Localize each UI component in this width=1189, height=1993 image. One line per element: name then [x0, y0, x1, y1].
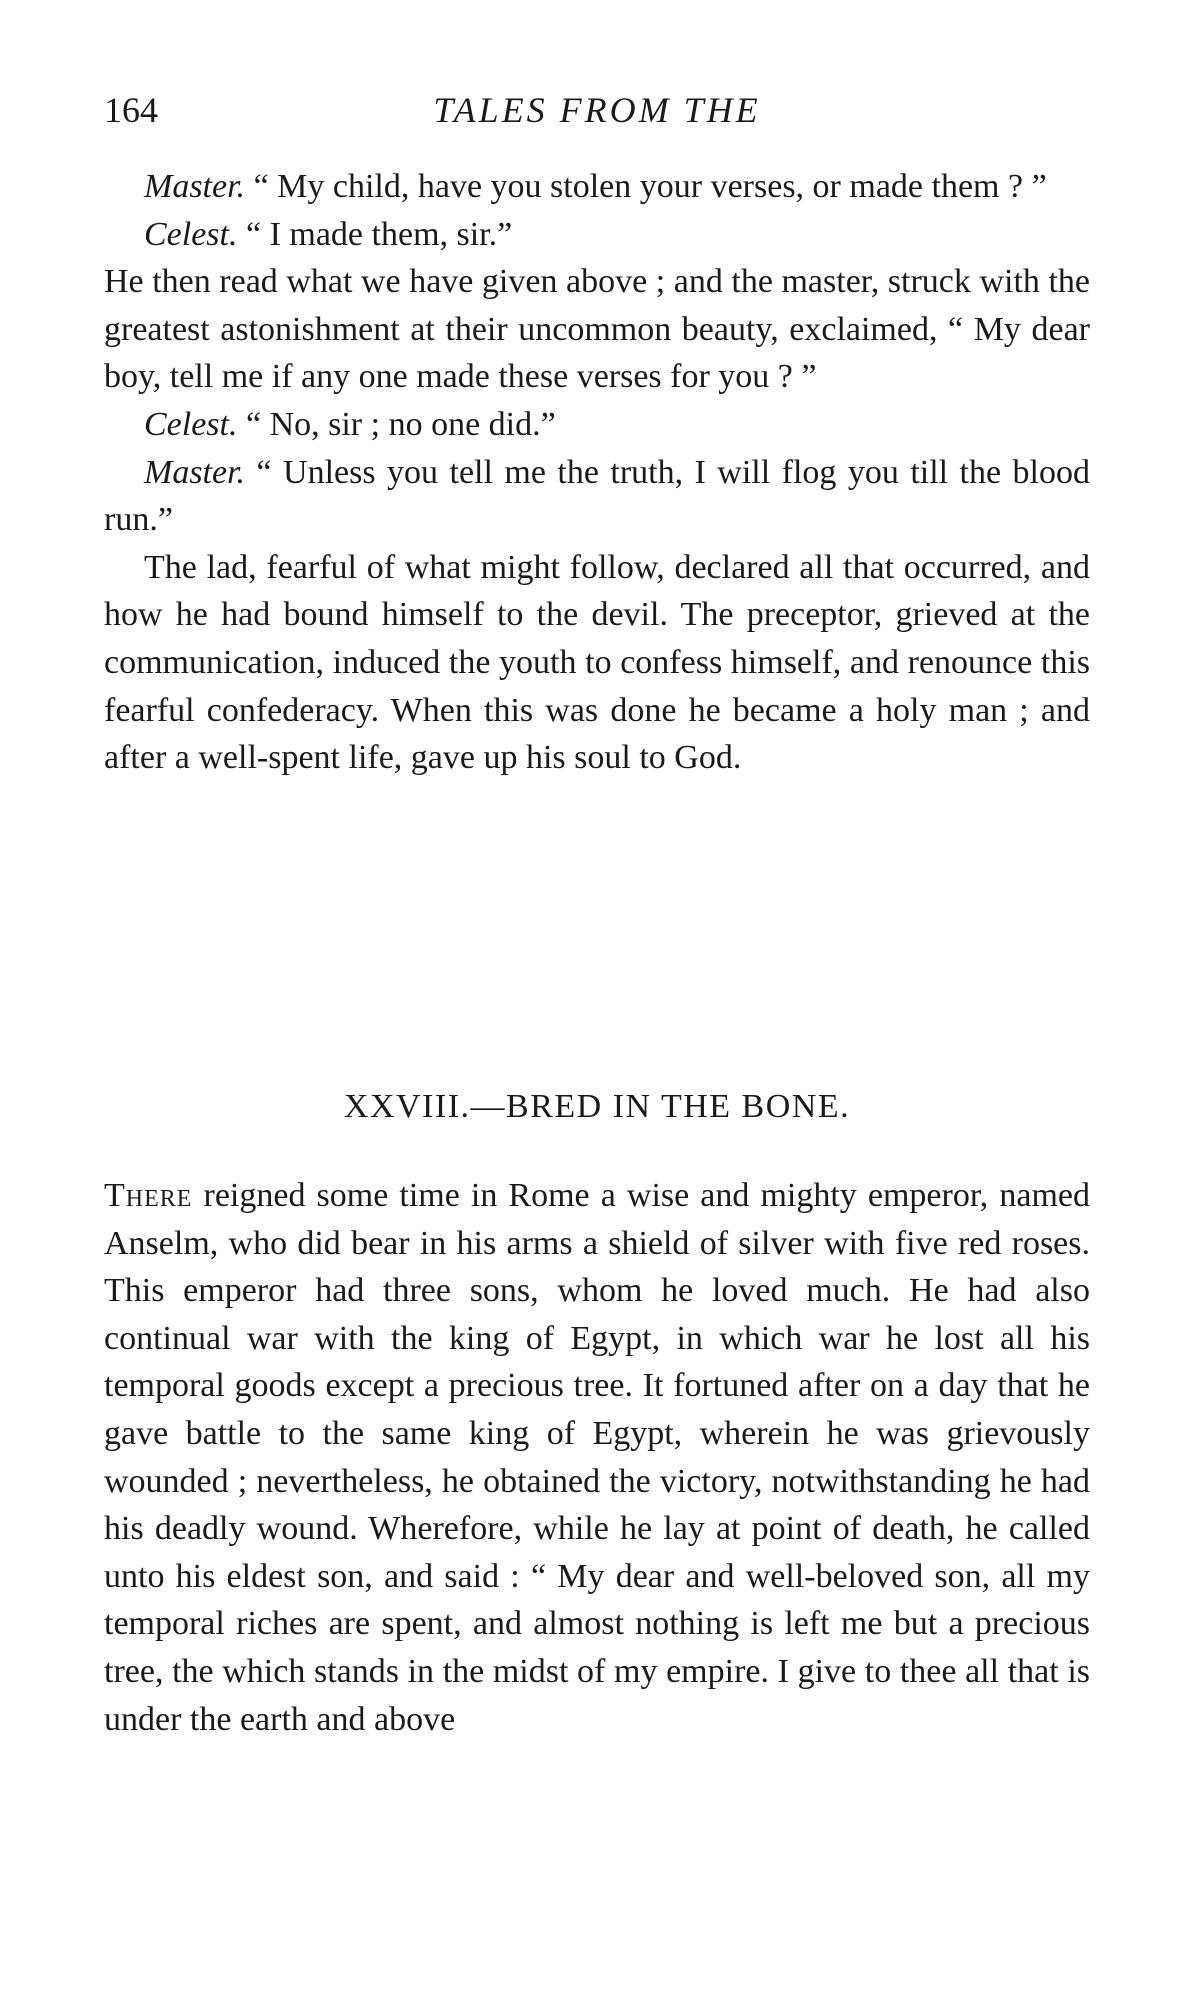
dialogue-text: “ My child, have you stolen your verses, or made them ? ” — [245, 168, 1047, 205]
dialogue-line — [104, 449, 1090, 544]
chapter-heading: XXVIII.—BRED IN THE BONE. — [343, 1088, 851, 1125]
narrative-paragraph: He then read what we have given above ; and the master, struck with the greatest astonishment at their uncommon beauty, exclaimed, “ My dear boy, tell me if any one made these verses for you ? ” — [104, 263, 1090, 396]
dialogue-line — [104, 163, 1090, 211]
running-head — [104, 88, 1090, 132]
opening-text: reigned some time in Rome a wise and mighty emperor, named Anselm, who did bear in his arms a shield of silver with five red roses. This emperor had three sons, whom he loved much. He had also continual war with the king of Egypt, in which war he lost all his temporal goods except a precious tree. It fortuned after on a day that he gave battle to the same king of Egypt, wherein he was grievously wounded ; nevertheless, he obtained the victory, notwithstanding he had his deadly wound. Wherefore, while he lay at point of death, he called unto his eldest son, and said : “ My dear and well-beloved son, all my temporal riches are spent, and almost nothing is left me but a precious tree, the which stands in the midst of my empire. I give to thee all that is under the earth and above — [104, 1177, 1090, 1738]
narrative-paragraph: The lad, fearful of what might follow, declared all that occurred, and how he had bound himself to the devil. The preceptor, grieved at the communication, induced the youth to confess himself, and renounce this fearful confederacy. When this was done he became a holy man ; and after a well-spent life, gave up his soul to God. — [104, 548, 1090, 777]
dialogue-section — [104, 163, 1090, 782]
opening-word: There — [104, 1177, 193, 1214]
speaker-label: Celest. — [144, 405, 238, 443]
speaker-label: Master. — [144, 453, 246, 491]
dialogue-line — [104, 211, 1090, 259]
dialogue-text: “ No, sir ; no one did.” — [237, 405, 556, 443]
running-title: TALES FROM THE — [433, 90, 761, 130]
page-number: 164 — [104, 90, 158, 130]
dialogue-text: “ I made them, sir.” — [237, 215, 513, 253]
speaker-label: Celest. — [144, 215, 238, 253]
chapter-opening-paragraph — [104, 1172, 1090, 1743]
speaker-label: Master. — [144, 168, 246, 205]
chapter-body — [104, 1172, 1090, 1743]
dialogue-text: “ Unless you tell me the truth, I will flog you till the blood run.” — [104, 453, 1090, 539]
dialogue-line — [104, 401, 1090, 449]
